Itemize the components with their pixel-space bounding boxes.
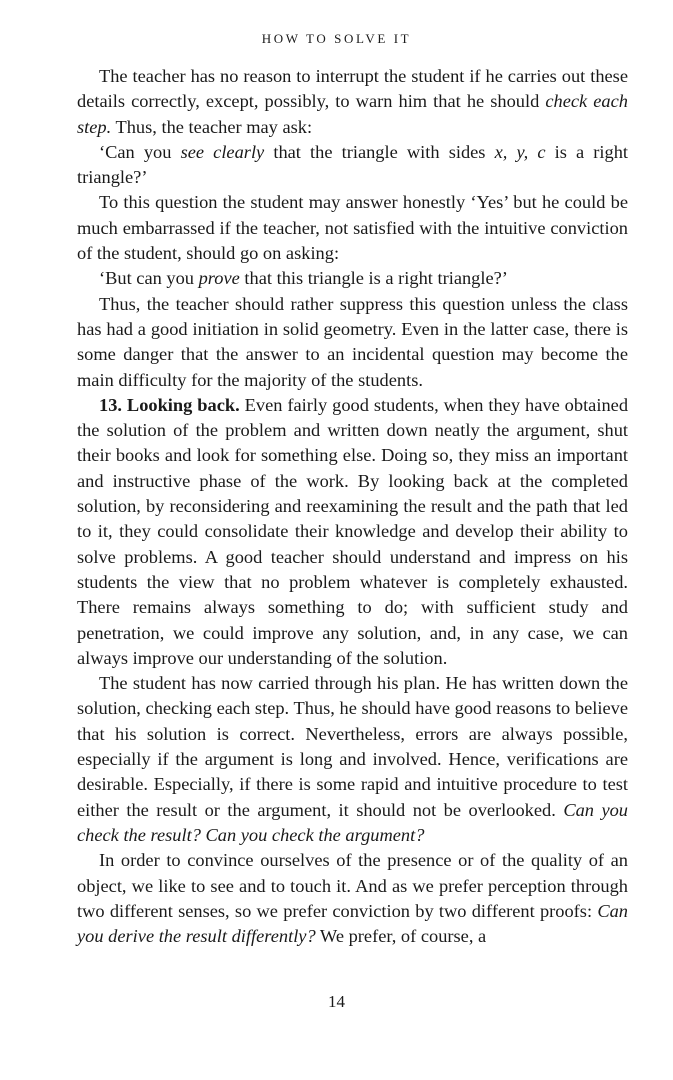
paragraph-5 (77, 292, 628, 393)
italic-phrase: check each step. (77, 91, 628, 137)
text-run: Thus, the teacher should rather suppress this question unless the class has had a good initiation in solid geometry. Even in the latter case, there is some danger that the answer to an incidental question may become the main difficulty for the majority of the students. (77, 293, 628, 390)
text-run: The teacher has no reason to interrupt the student if he carries out these details correctly, except, possibly, to warn him that he should (77, 66, 628, 112)
text-run: In order to convince ourselves of the presence or of the quality of an object, we like to see and to touch it. And as we prefer perception through two different senses, so we prefer conviction by two different proofs: (77, 850, 628, 921)
page-number: 14 (328, 992, 345, 1011)
text-run: is a right triangle?’ (77, 141, 628, 188)
paragraph-4 (77, 266, 628, 291)
text-run: The student has now carried through his plan. He has written down the solution, checking each step. Thus, he should have good reasons to believe that his solution is correct. Nevertheless, errors are always possible, especially if the argument is long and involved. Hence, verifications are desirable. Especially, if there is some rapid and intuitive procedure to test either the result or the argument, it should not be overlooked. (77, 673, 628, 820)
paragraph-2 (77, 140, 628, 191)
paragraph-3 (77, 190, 628, 266)
italic-phrase: Can you check the result? Can you check the argument? (77, 799, 628, 845)
paragraph-6 (77, 393, 628, 671)
text-run: ‘But can you (99, 268, 199, 289)
text-run: We prefer, of course, a (315, 926, 487, 947)
paragraph-7 (77, 671, 628, 848)
paragraph-8 (77, 848, 628, 949)
text-run: Thus, the teacher may ask: (111, 116, 313, 137)
body-text (77, 64, 628, 949)
section-heading: 13. Looking back. (99, 394, 240, 415)
italic-phrase: see clearly (180, 141, 265, 162)
paragraph-1 (77, 64, 628, 140)
text-run: ‘Can you (99, 141, 181, 162)
text-run: Even fairly good students, when they have obtained the solution of the problem and written down neatly the argument, shut their books and look for something else. Doing so, they miss an important and instructive phase of the work. By looking back at the completed solution, by reconsidering and reexamining the result and the path that led to it, they could consolidate their knowledge and develop their ability to solve problems. A good teacher should understand and impress on his students the view that no problem whatever is completely exhausted. There remains always something to do; with sufficient study and penetration, we could improve any solution, and, in any case, we can always improve our understanding of the solution. (77, 394, 629, 668)
italic-phrase: Can you derive the result differently? (77, 900, 628, 947)
running-head: HOW TO SOLVE IT (261, 31, 412, 46)
text-run: that the triangle with sides (264, 141, 495, 162)
math-variables: x, y, c (494, 141, 546, 162)
text-run: To this question the student may answer honestly ‘Yes’ but he could be much embarrassed if the teacher, not satisfied with the intuitive conviction of the student, should go on asking: (77, 192, 628, 264)
italic-phrase: prove (198, 268, 240, 289)
text-run: that this triangle is a right triangle?’ (239, 268, 508, 289)
